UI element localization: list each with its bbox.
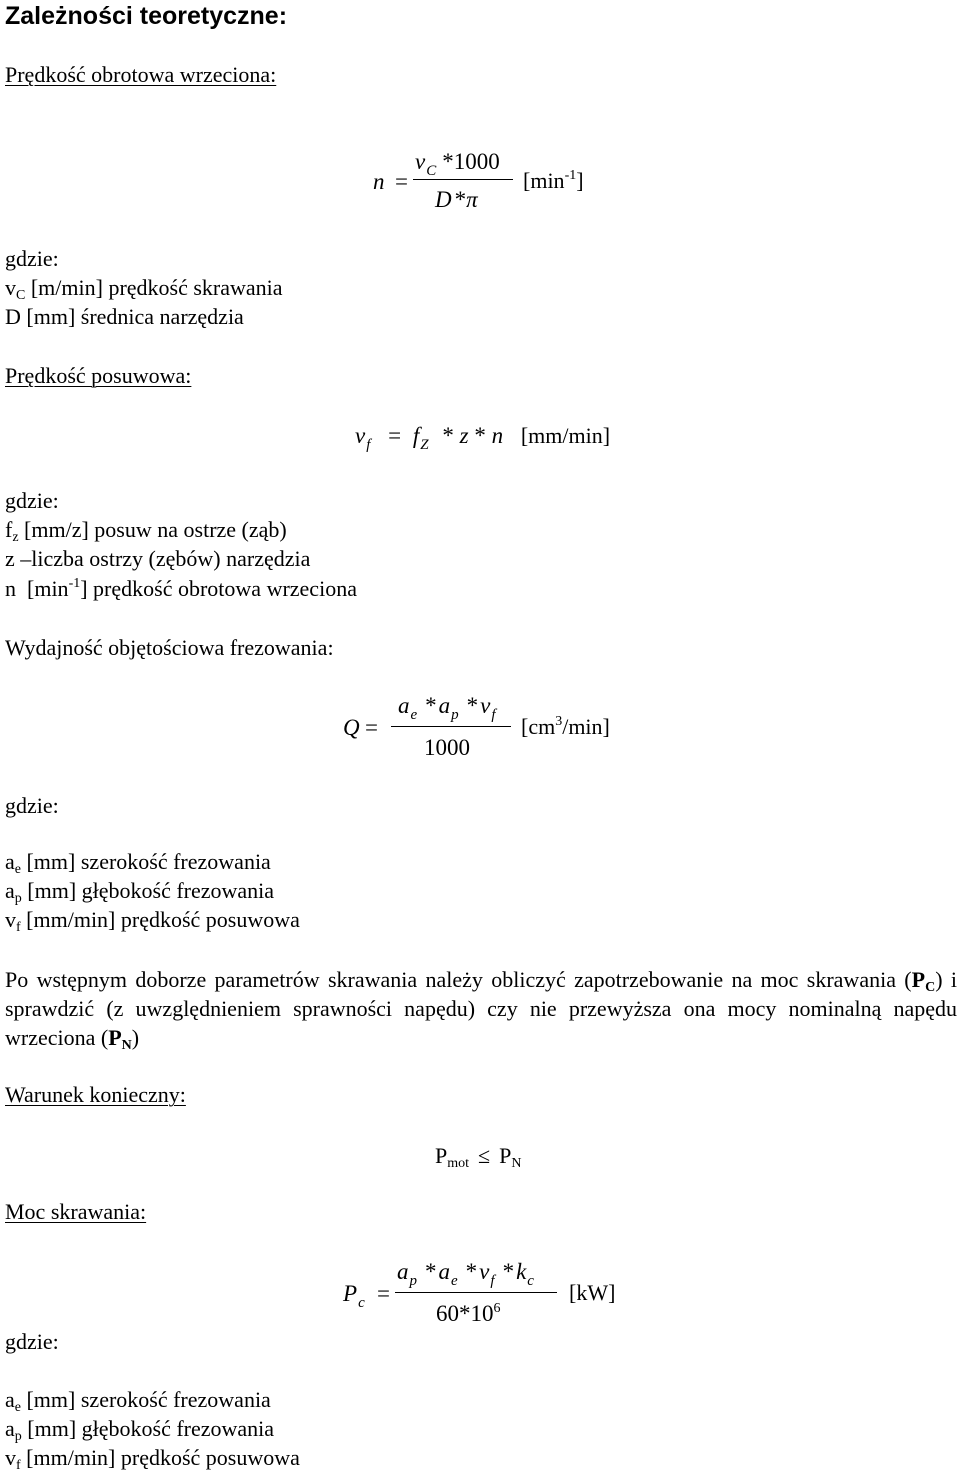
formula-numerator: $v_C$ *1000 bbox=[415, 149, 500, 179]
formula-equals: = bbox=[377, 1281, 390, 1306]
section-heading-feed-speed: Prędkość posuwowa: bbox=[5, 363, 192, 388]
definition-ae-2: $a_e$ [mm] szerokość frezowania bbox=[5, 1387, 271, 1415]
formula-feed-speed: $v_f = f_Z * z * n$ [mm/min] bbox=[355, 423, 611, 453]
formula-equals: = bbox=[395, 169, 408, 194]
section-heading-condition: Warunek konieczny: bbox=[5, 1082, 186, 1107]
formula-denominator: D *π bbox=[435, 187, 478, 212]
definition-n: n $[\min^{-1}]$ prędkość obrotowa wrzeciona bbox=[5, 576, 357, 601]
formula-unit: $[\min^{-1}]$ bbox=[523, 168, 584, 193]
formula-lhs: $P_c$ bbox=[343, 1281, 365, 1311]
formula-denominator: 1000 bbox=[424, 735, 470, 760]
gdzie-label-2: gdzie: bbox=[5, 488, 59, 513]
section-heading-volumetric: Wydajność objętościowa frezowania: bbox=[5, 635, 334, 660]
definition-d: D [mm] średnica narzędzia bbox=[5, 304, 244, 329]
definition-fz: $f_z$ [mm/z] posuw na ostrze (ząb) bbox=[5, 517, 287, 545]
gdzie-label-5: gdzie: bbox=[5, 1329, 59, 1354]
fraction-bar bbox=[413, 179, 513, 180]
section-heading-spindle-speed: Prędkość obrotowa wrzeciona: bbox=[5, 62, 277, 87]
formula-volumetric bbox=[343, 694, 643, 764]
formula-numerator: $a_p$ $*a_e$ $*v_f$ $*k_c$ bbox=[397, 1259, 534, 1289]
formula-numerator: $a_e$ $*a_p$ $*v_f$ bbox=[398, 693, 496, 723]
gdzie-label-1: gdzie: bbox=[5, 246, 59, 271]
definition-ap-2: $a_p$ [mm] głębokość frezowania bbox=[5, 1416, 275, 1444]
formula-equals: = bbox=[365, 715, 378, 740]
formula-condition: $P_{mot} \le P_N$ bbox=[435, 1143, 522, 1171]
definition-ap: $a_p$ [mm] głębokość frezowania bbox=[5, 878, 275, 906]
gdzie-label-3: gdzie: bbox=[5, 793, 59, 818]
section-heading-cutting-power: Moc skrawania: bbox=[5, 1199, 147, 1224]
definition-vf-2: $v_f$ [mm/min] prędkość posuwowa bbox=[5, 1445, 300, 1473]
formula-cutting-power bbox=[343, 1260, 643, 1330]
fraction-bar bbox=[395, 1292, 557, 1293]
definition-vc: $v_C$ [m/min] prędkość skrawania bbox=[5, 275, 283, 303]
formula-lhs: n bbox=[373, 169, 385, 194]
fraction-bar bbox=[391, 726, 511, 727]
page-title: Zależności teoretyczne: bbox=[5, 2, 288, 30]
definition-z: z –liczba ostrzy (zębów) narzędzia bbox=[5, 546, 311, 571]
formula-spindle-speed bbox=[373, 150, 633, 214]
definition-vf: $v_f$ [mm/min] prędkość posuwowa bbox=[5, 907, 300, 935]
definition-ae: $a_e$ [mm] szerokość frezowania bbox=[5, 849, 271, 877]
formula-unit: [kW] bbox=[569, 1280, 616, 1305]
formula-lhs: Q bbox=[343, 715, 360, 740]
power-check-paragraph: Po wstępnym doborze parametrów skrawania należy obliczyć zapotrzebowanie na moc skrawania $(P_C)$ i sprawdzić (z uwzględnieniem sprawności napędu) czy nie przewyższa ona mocy nominalną napędu wrzeciona $(P_N)$ bbox=[5, 967, 957, 1053]
formula-unit: $[cm^3/\min]$ bbox=[521, 714, 610, 739]
formula-denominator: $60*10^6$ bbox=[436, 1301, 501, 1326]
